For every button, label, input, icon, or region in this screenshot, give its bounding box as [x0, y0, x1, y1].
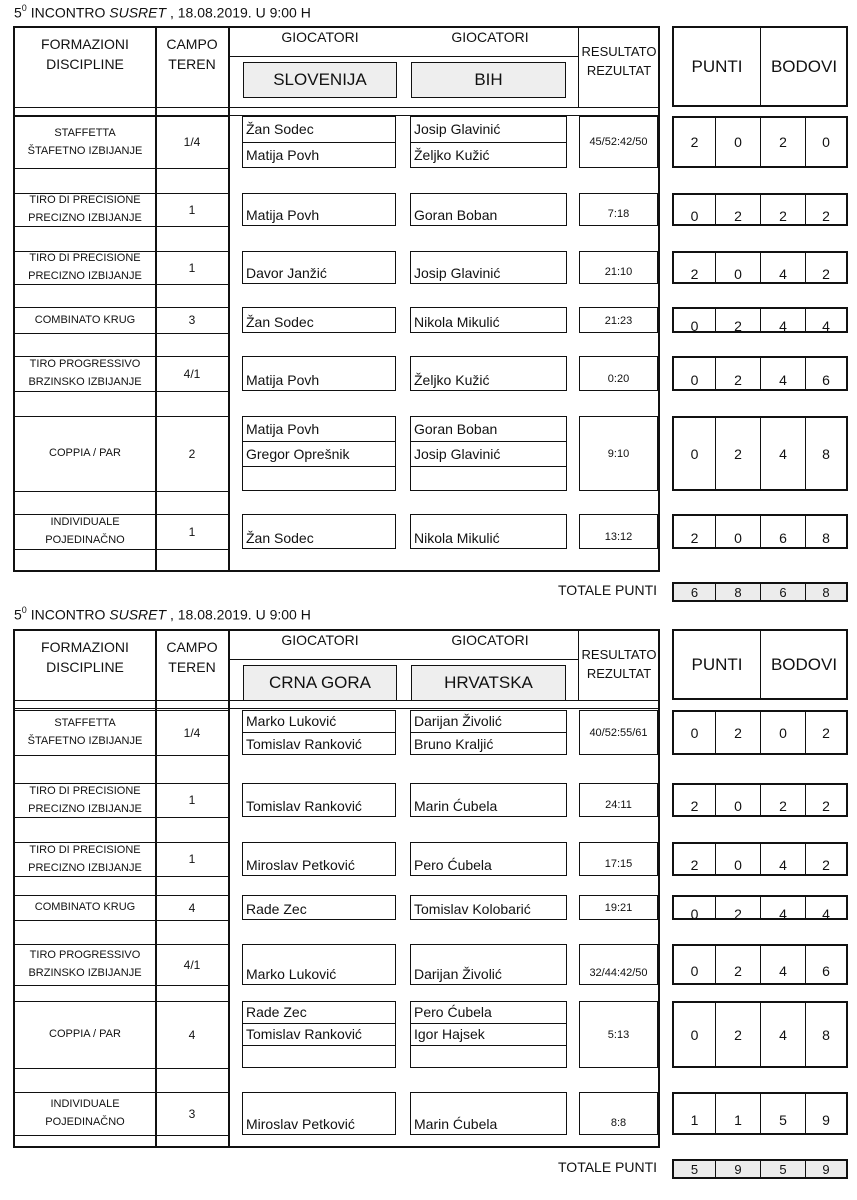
bodovi-a-value: 4	[779, 318, 787, 334]
campo-value: 1/4	[183, 725, 201, 740]
bodovi-b-value: 2	[822, 798, 830, 814]
punti-a-value: 2	[690, 857, 699, 873]
player-name-a: Žan Sodec	[246, 530, 314, 546]
bodovi-b-value: 2	[822, 265, 830, 282]
punti-b-value: 2	[734, 905, 742, 922]
campo-value: 1	[188, 202, 196, 217]
row-top-line	[13, 710, 229, 711]
row-bottom-line	[13, 1068, 229, 1069]
row-bottom-line	[13, 333, 229, 334]
points-head-sep	[760, 629, 761, 700]
discipline-line-1: STAFFETTA	[54, 717, 116, 729]
punti-b-value: 0	[734, 134, 742, 150]
giocatori-underline	[229, 56, 578, 57]
discipline-line-2: POJEDINAČNO	[45, 1116, 125, 1128]
head-formazioni: FORMAZIONI	[41, 36, 129, 52]
bodovi-b-value: 4	[822, 318, 830, 334]
player-name-a: Matija Povh	[246, 372, 320, 388]
bodovi-a-value: 2	[779, 207, 787, 224]
team-a-name: SLOVENIJA	[243, 62, 397, 98]
discipline-line-1: TIRO DI PRECISIONE	[29, 194, 141, 206]
col-sep-players-2	[229, 629, 230, 1148]
head-giocatori-b: GIOCATORI	[451, 29, 529, 45]
head-teren: TEREN	[168, 56, 216, 72]
punti-b-value: 2	[734, 962, 742, 979]
bodovi-b-value: 0	[822, 134, 830, 150]
head-discipline: DISCIPLINE	[46, 56, 124, 72]
player-name-a: Matija Povh	[246, 207, 320, 223]
discipline-line-1: TIRO DI PRECISIONE	[29, 252, 141, 264]
player-name-a: Tomislav Ranković	[246, 798, 362, 814]
discipline-line-2: PRECIZNO IZBIJANJE	[28, 802, 142, 815]
discipline-line-1: TIRO PROGRESSIVO	[29, 949, 141, 961]
player-name-a: Matija Povh	[246, 420, 320, 437]
player-name-b: Nikola Mikulić	[414, 530, 500, 546]
bodovi-b-value: 8	[822, 1026, 830, 1043]
left-table-frame	[13, 629, 660, 1148]
bodovi-a-value: 4	[779, 857, 787, 873]
bodovi-b-value: 4	[822, 905, 830, 922]
row-bottom-line	[13, 168, 229, 169]
col-sep-result-head	[578, 26, 579, 107]
discipline-line-1: TIRO PROGRESSIVO	[29, 358, 141, 370]
team-a-name: CRNA GORA	[243, 665, 397, 701]
result-value: 9:10	[579, 416, 658, 491]
tot-punti-b-value: 8	[716, 584, 760, 600]
campo-value: 4	[188, 1027, 196, 1042]
head-bodovi: BODOVI	[770, 56, 838, 76]
punti-a-value: 2	[690, 134, 699, 150]
col-sep-campo-2	[156, 629, 157, 1148]
player-name-a: Davor Janžić	[246, 265, 327, 281]
discipline-name: COMBINATO KRUG	[34, 313, 136, 326]
discipline-name: COMBINATO KRUG	[34, 901, 136, 913]
points-head-sep	[760, 26, 761, 107]
head-resultato: RESULTATO	[581, 44, 657, 59]
discipline-line-1: STAFFETTA	[54, 126, 116, 139]
match-title	[14, 4, 311, 22]
discipline-line-1: INDIVIDUALE	[50, 1098, 120, 1110]
head-giocatori-a: GIOCATORI	[281, 29, 359, 45]
punti-a-value: 2	[690, 265, 699, 282]
totale-punti-label: TOTALE PUNTI	[558, 582, 658, 598]
tot-bodovi-b-value: 9	[806, 1161, 846, 1177]
tot-bodovi-b-value: 8	[806, 584, 846, 600]
tot-punti-b-value: 9	[716, 1161, 760, 1177]
team-b-name: BIH	[411, 62, 566, 98]
campo-value: 4/1	[183, 366, 201, 381]
player-name-a	[243, 1045, 393, 1068]
giocatori-underline	[229, 659, 578, 660]
punti-b-value: 2	[734, 445, 742, 462]
discipline-line-2: ŠTAFETNO IZBIJANJE	[27, 144, 143, 157]
discipline-line-2: PRECIZNO IZBIJANJE	[28, 212, 142, 224]
head-punti: PUNTI	[691, 654, 743, 674]
punti-a-value: 0	[690, 962, 699, 979]
discipline-line-2: PRECIZNO IZBIJANJE	[28, 270, 142, 282]
discipline-line-2: POJEDINAČNO	[45, 534, 125, 546]
col-sep-result-head	[578, 629, 579, 700]
result-value: 13:12	[579, 514, 658, 549]
team-b-name: HRVATSKA	[411, 665, 566, 701]
campo-value: 1	[188, 793, 196, 807]
bodovi-b-value: 8	[822, 529, 830, 546]
bodovi-a-value: 4	[779, 371, 787, 388]
bodovi-b-value: 2	[822, 724, 830, 741]
bodovi-a-value: 6	[779, 529, 787, 546]
bodovi-b-value: 6	[822, 962, 830, 979]
title-number: 5	[14, 4, 22, 21]
result-value: 5:13	[579, 1001, 658, 1068]
title-incontro: INCONTRO	[26, 4, 110, 21]
tot-punti-a-value: 5	[674, 1161, 715, 1177]
title-superscript: 0	[21, 3, 27, 13]
row-top-line	[13, 307, 229, 308]
punti-a-value: 0	[690, 318, 699, 334]
player-name-a: Tomislav Ranković	[246, 735, 362, 752]
match-title	[14, 606, 311, 624]
bodovi-a-value: 4	[779, 905, 787, 922]
bodovi-b-value: 8	[822, 445, 830, 462]
title-incontro: INCONTRO	[26, 606, 110, 623]
result-value: 0:20	[579, 356, 658, 391]
head-bodovi: BODOVI	[770, 654, 838, 674]
head-rezultat: REZULTAT	[586, 63, 652, 78]
row-bottom-line	[13, 491, 229, 492]
bodovi-a-value: 0	[779, 724, 787, 741]
player-name-a: Marko Luković	[246, 713, 337, 729]
bodovi-a-value: 5	[779, 1111, 787, 1128]
result-value: 8:8	[579, 1092, 658, 1135]
player-name-b: Željko Kužić	[414, 147, 490, 163]
row-top-line	[13, 116, 229, 117]
head-rezultat: REZULTAT	[586, 666, 652, 681]
campo-value: 2	[188, 446, 196, 461]
player-name-b: Darijan Živolić	[414, 966, 502, 982]
row-bottom-line	[13, 755, 229, 756]
punti-b-value: 0	[734, 265, 742, 282]
punti-b-value: 2	[734, 318, 742, 334]
punti-b-value: 0	[734, 857, 742, 873]
discipline-line-2: BRZINSKO IZBIJANJE	[28, 967, 142, 979]
title-number: 5	[14, 606, 22, 623]
player-name-b: Pero Ćubela	[414, 857, 492, 873]
totale-punti-label: TOTALE PUNTI	[558, 1159, 658, 1175]
row-top-line	[13, 895, 229, 896]
player-name-b	[411, 1045, 563, 1068]
header-bottom-line	[13, 107, 660, 108]
result-value: 40/52:55/61	[579, 710, 658, 755]
row-top-line	[13, 944, 229, 945]
player-name-a: Gregor Oprešnik	[246, 445, 350, 462]
player-name-b: Tomislav Kolobarić	[414, 901, 531, 917]
player-name-b: Josip Glavinić	[414, 445, 501, 462]
title-superscript: 0	[21, 605, 27, 615]
bodovi-b-value: 2	[822, 857, 830, 873]
punti-b-value: 2	[734, 1026, 742, 1043]
head-resultato: RESULTATO	[581, 647, 657, 662]
title-susret: SUSRET	[109, 606, 167, 623]
discipline-line-2: ŠTAFETNO IZBIJANJE	[27, 735, 143, 747]
head-formazioni: FORMAZIONI	[41, 639, 129, 655]
bodovi-a-value: 4	[779, 962, 787, 979]
campo-value: 3	[188, 313, 196, 327]
player-name-a: Tomislav Ranković	[246, 1026, 362, 1042]
punti-b-value: 0	[734, 529, 742, 546]
player-name-a: Miroslav Petković	[246, 857, 355, 873]
punti-a-value: 0	[690, 1026, 699, 1043]
punti-a-value: 0	[690, 724, 699, 741]
discipline-line-1: INDIVIDUALE	[50, 516, 120, 528]
header-bottom-line-2	[13, 708, 660, 709]
result-value: 19:21	[579, 895, 658, 920]
head-campo: CAMPO	[166, 639, 218, 655]
head-discipline: DISCIPLINE	[46, 659, 124, 675]
result-value: 7:18	[579, 193, 658, 226]
discipline-name: COPPIA / PAR	[49, 447, 121, 459]
bodovi-b-value: 2	[822, 207, 830, 224]
result-value: 32/44:42/50	[579, 944, 658, 985]
player-name-a: Žan Sodec	[246, 314, 314, 330]
player-name-b: Darijan Živolić	[414, 713, 502, 729]
result-value: 24:11	[579, 783, 658, 817]
player-name-b: Igor Hajsek	[414, 1026, 485, 1042]
head-punti: PUNTI	[691, 56, 743, 76]
punti-b-value: 2	[734, 207, 742, 224]
row-top-line	[13, 1001, 229, 1002]
campo-value: 1	[188, 260, 196, 275]
punti-b-value: 2	[734, 371, 742, 388]
head-giocatori-a: GIOCATORI	[281, 632, 359, 648]
bodovi-b-value: 9	[822, 1111, 830, 1128]
row-bottom-line	[13, 985, 229, 986]
discipline-line-2: PRECIZNO IZBIJANJE	[28, 861, 142, 874]
discipline-line-2: BRZINSKO IZBIJANJE	[28, 376, 142, 388]
head-giocatori-b: GIOCATORI	[451, 632, 529, 648]
campo-value: 1	[188, 852, 196, 866]
player-name-a: Matija Povh	[246, 147, 320, 163]
campo-value: 4/1	[183, 957, 201, 972]
player-name-b: Josip Glavinić	[414, 265, 501, 281]
result-value: 21:23	[579, 307, 658, 333]
result-value: 17:15	[579, 842, 658, 876]
row-top-line	[13, 1092, 229, 1093]
punti-a-value: 1	[690, 1111, 699, 1128]
player-name-a: Žan Sodec	[246, 121, 314, 137]
tot-bodovi-a-value: 6	[761, 584, 805, 600]
player-name-b	[411, 466, 563, 491]
bodovi-b-value: 6	[822, 371, 830, 388]
player-name-a: Rade Zec	[246, 1004, 307, 1020]
tot-punti-a-value: 6	[674, 584, 715, 600]
player-name-b: Marin Ćubela	[414, 798, 498, 814]
discipline-line-1: TIRO DI PRECISIONE	[29, 784, 141, 797]
campo-value: 3	[188, 1106, 196, 1121]
player-name-b: Pero Ćubela	[414, 1004, 492, 1020]
player-name-a	[243, 466, 393, 491]
bodovi-a-value: 2	[779, 134, 787, 150]
head-campo: CAMPO	[166, 36, 218, 52]
title-susret: SUSRET	[109, 4, 167, 21]
player-name-a: Marko Luković	[246, 966, 337, 982]
player-name-a: Rade Zec	[246, 901, 307, 917]
punti-a-value: 0	[690, 371, 699, 388]
punti-a-value: 0	[690, 905, 699, 922]
row-top-line	[13, 416, 229, 417]
tot-bodovi-a-value: 5	[761, 1161, 805, 1177]
bodovi-a-value: 2	[779, 798, 787, 814]
bodovi-a-value: 4	[779, 445, 787, 462]
title-date: , 18.08.2019. U 9:00 H	[166, 606, 311, 623]
player-name-a: Miroslav Petković	[246, 1116, 355, 1132]
punti-b-value: 2	[734, 724, 742, 741]
player-name-b: Nikola Mikulić	[414, 314, 500, 330]
punti-b-value: 1	[734, 1111, 742, 1128]
player-name-b: Josip Glavinić	[414, 121, 501, 137]
row-bottom-line	[13, 920, 229, 921]
head-teren: TEREN	[168, 659, 216, 675]
player-name-b: Goran Boban	[414, 207, 498, 223]
row-bottom-line	[13, 1135, 229, 1136]
punti-a-value: 2	[690, 529, 699, 546]
player-name-b: Marin Ćubela	[414, 1116, 498, 1132]
discipline-line-1: TIRO DI PRECISIONE	[29, 843, 141, 856]
player-name-b: Goran Boban	[414, 420, 498, 437]
player-name-b: Bruno Kraljić	[414, 735, 494, 752]
punti-a-value: 0	[690, 207, 699, 224]
result-value: 45/52:42/50	[579, 116, 658, 168]
punti-a-value: 0	[690, 445, 699, 462]
campo-value: 4	[188, 900, 196, 915]
result-value: 21:10	[579, 251, 658, 284]
bodovi-a-value: 4	[779, 265, 787, 282]
punti-a-value: 2	[690, 798, 699, 814]
player-name-b: Željko Kužić	[414, 372, 490, 388]
campo-value: 1	[188, 524, 196, 539]
discipline-name: COPPIA / PAR	[49, 1028, 121, 1040]
bodovi-a-value: 4	[779, 1026, 787, 1043]
campo-value: 1/4	[183, 135, 201, 149]
punti-b-value: 0	[734, 798, 742, 814]
title-date: , 18.08.2019. U 9:00 H	[166, 4, 311, 21]
